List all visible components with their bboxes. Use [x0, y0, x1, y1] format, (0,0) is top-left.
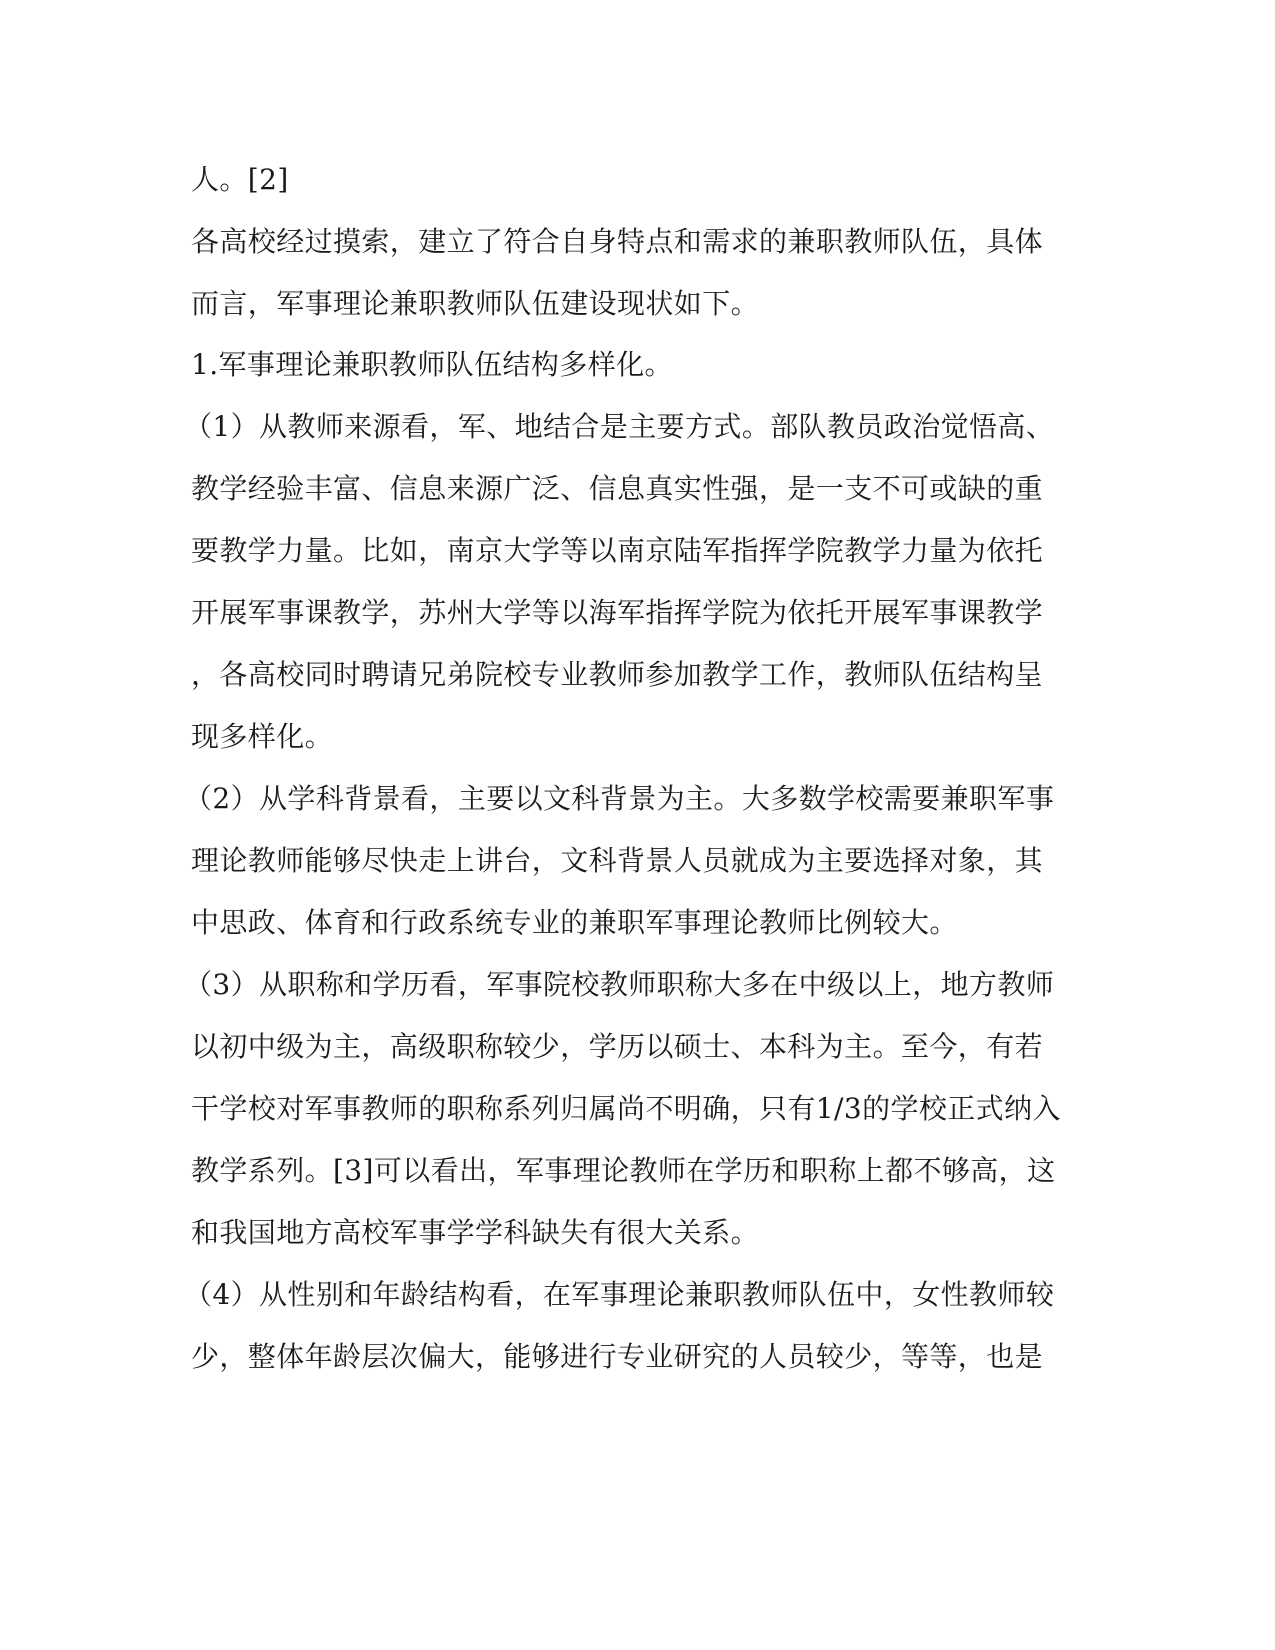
- text-line: 各高校经过摸索，建立了符合自身特点和需求的兼职教师队伍，具体: [191, 225, 1044, 258]
- text-line: 以初中级为主，高级职称较少，学历以硕士、本科为主。至今，有若: [191, 1030, 1044, 1063]
- text-line: 和我国地方高校军事学学科缺失有很大关系。: [191, 1216, 760, 1249]
- text-line: 人。[2]: [191, 163, 289, 196]
- section-heading: 1.军事理论兼职教师队伍结构多样化。: [191, 348, 673, 381]
- text-line: 开展军事课教学，苏州大学等以海军指挥学院为依托开展军事课教学: [191, 596, 1044, 629]
- text-line: 而言，军事理论兼职教师队伍建设现状如下。: [191, 287, 760, 320]
- text-line: ，各高校同时聘请兄弟院校专业教师参加教学工作，教师队伍结构呈: [191, 658, 1044, 691]
- text-line: 理论教师能够尽快走上讲台，文科背景人员就成为主要选择对象，其: [191, 844, 1044, 877]
- text-line: 教学系列。[3]可以看出，军事理论教师在学历和职称上都不够高，这: [191, 1154, 1056, 1187]
- text-line: 现多样化。: [191, 720, 334, 753]
- text-line: 教学经验丰富、信息来源广泛、信息真实性强，是一支不可或缺的重: [191, 472, 1044, 505]
- text-line: （3）从职称和学历看，军事院校教师职称大多在中级以上，地方教师: [184, 968, 1055, 1001]
- text-line: （4）从性别和年龄结构看，在军事理论兼职教师队伍中，女性教师较: [184, 1278, 1055, 1311]
- text-line: （1）从教师来源看，军、地结合是主要方式。部队教员政治觉悟高、: [184, 410, 1055, 443]
- text-line: 少，整体年龄层次偏大，能够进行专业研究的人员较少，等等，也是: [191, 1340, 1044, 1373]
- text-line: 干学校对军事教师的职称系列归属尚不明确，只有1/3的学校正式纳入: [191, 1092, 1061, 1125]
- text-line: 中思政、体育和行政系统专业的兼职军事理论教师比例较大。: [191, 906, 958, 939]
- text-line: 要教学力量。比如，南京大学等以南京陆军指挥学院教学力量为依托: [191, 534, 1044, 567]
- text-line: （2）从学科背景看，主要以文科背景为主。大多数学校需要兼职军事: [184, 782, 1055, 815]
